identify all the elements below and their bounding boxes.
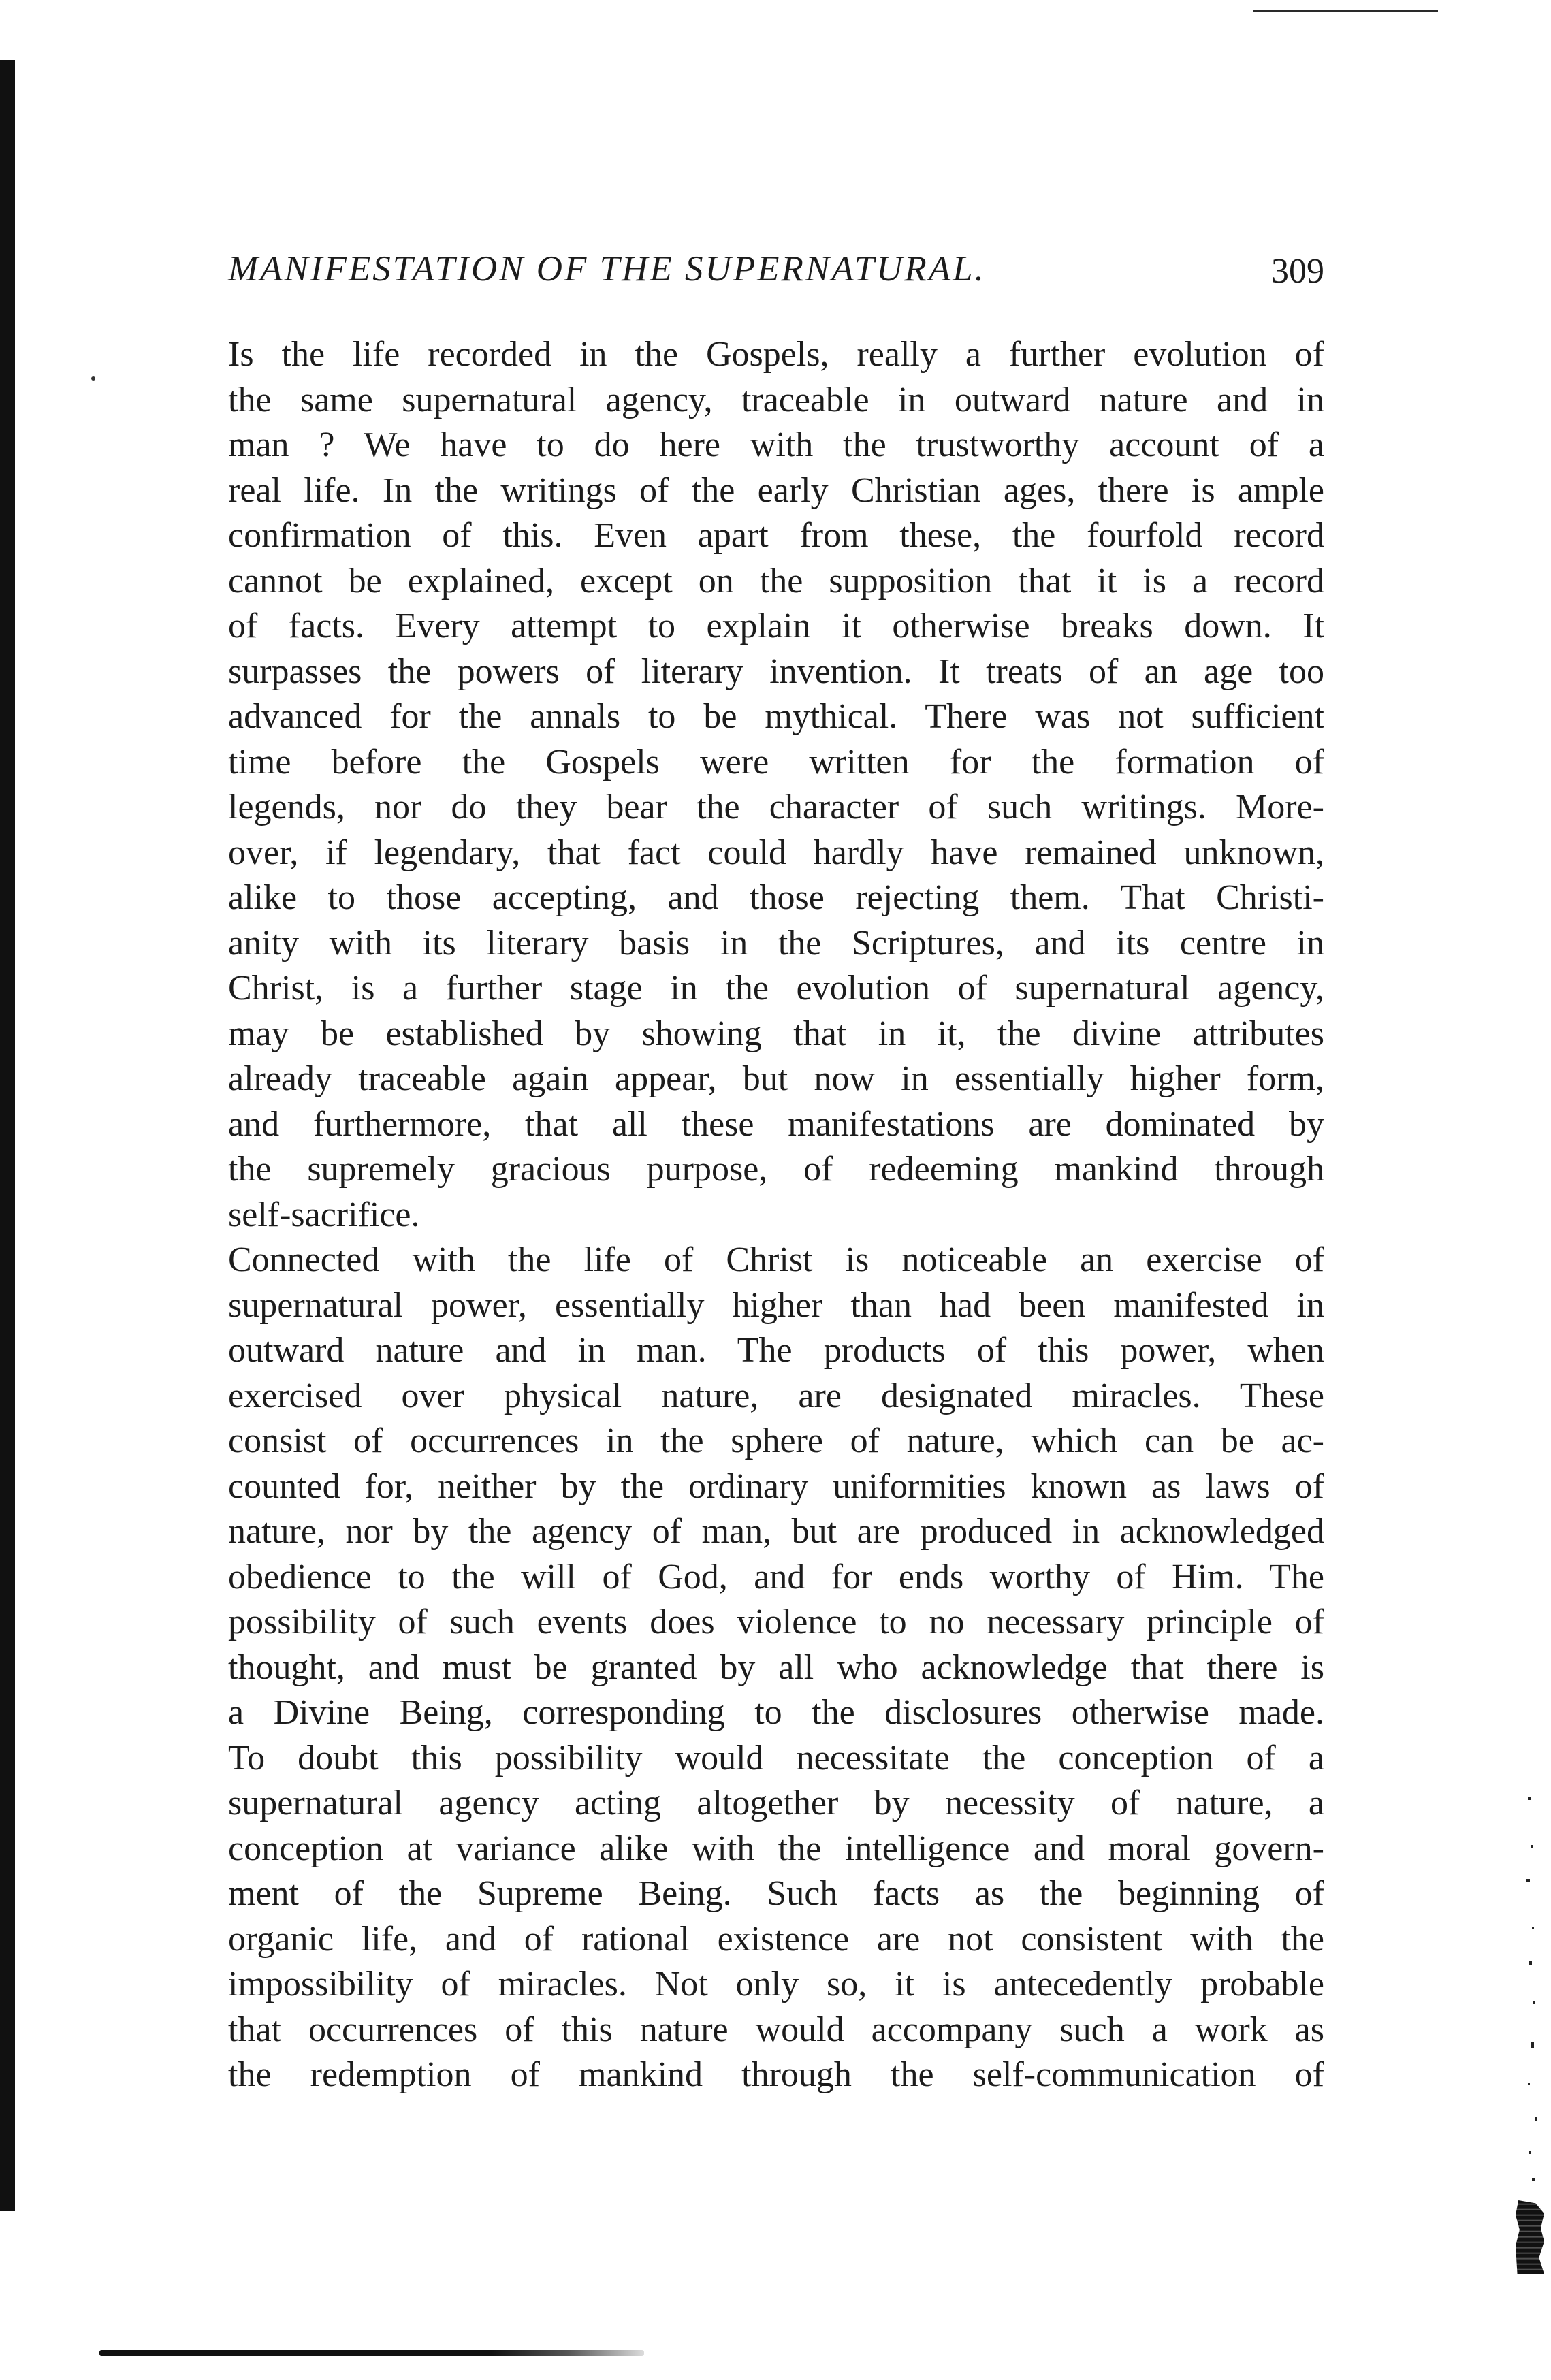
text-line: Is the life recorded in the Gospels, really a further evolution of bbox=[228, 335, 1324, 374]
text-line: consist of occurrences in the sphere of nature, which can be ac- bbox=[228, 1421, 1324, 1460]
running-head bbox=[228, 245, 1324, 293]
text-line: organic life, and of rational existence are not consistent with the bbox=[228, 1919, 1324, 1959]
text-line: already traceable again appear, but now in essentially higher form, bbox=[228, 1059, 1324, 1098]
text-line: the supremely gracious purpose, of redeeming mankind through bbox=[228, 1150, 1324, 1189]
text-line: alike to those accepting, and those rejecting them. That Christi- bbox=[228, 878, 1324, 917]
scan-right-specks bbox=[1518, 1797, 1546, 2267]
text-line: that occurrences of this nature would accompany such a work as bbox=[228, 2010, 1324, 2049]
text-line: nature, nor by the agency of man, but are produced in acknowledged bbox=[228, 1512, 1324, 1551]
text-line: thought, and must be granted by all who acknowledge that there is bbox=[228, 1647, 1324, 1687]
text-line: of facts. Every attempt to explain it otherwise breaks down. It bbox=[228, 607, 1324, 645]
paragraph-1 bbox=[228, 332, 1324, 1238]
text-line: obedience to the will of God, and for ends worthy of Him. The bbox=[228, 1557, 1324, 1596]
text-line: the redemption of mankind through the self-communication of bbox=[228, 2055, 1324, 2094]
paragraph-2 bbox=[228, 1238, 1324, 2098]
text-line: over, if legendary, that fact could hardly have remained unknown, bbox=[228, 833, 1324, 872]
text-line: time before the Gospels were written for the formation of bbox=[228, 742, 1324, 782]
text-line: conception at variance alike with the intelligence and moral govern- bbox=[228, 1829, 1324, 1868]
scan-right-blot bbox=[1516, 2200, 1544, 2274]
text-line: supernatural agency acting altogether by necessity of nature, a bbox=[228, 1784, 1324, 1822]
text-line: the same supernatural agency, traceable in outward nature and in bbox=[228, 380, 1324, 419]
text-line: cannot be explained, except on the supposition that it is a record bbox=[228, 561, 1324, 600]
text-line: surpasses the powers of literary invention. It treats of an age too bbox=[228, 652, 1324, 691]
running-title: MANIFESTATION OF THE SUPERNATURAL. bbox=[228, 249, 986, 289]
text-line: outward nature and in man. The products of this power, when bbox=[228, 1331, 1324, 1370]
text-line: advanced for the annals to be mythical. There was not sufficient bbox=[228, 697, 1324, 736]
text-line: a Divine Being, corresponding to the disclosures otherwise made. bbox=[228, 1693, 1324, 1732]
text-line: may be established by showing that in it, the divine attributes bbox=[228, 1014, 1324, 1053]
text-line: anity with its literary basis in the Scriptures, and its centre in bbox=[228, 923, 1324, 963]
body-text bbox=[228, 332, 1324, 2098]
text-line: counted for, neither by the ordinary uniformities known as laws of bbox=[228, 1466, 1324, 1506]
text-line: Christ, is a further stage in the evolution of supernatural agency, bbox=[228, 969, 1324, 1008]
text-line: Connected with the life of Christ is noticeable an exercise of bbox=[228, 1240, 1324, 1279]
text-line: confirmation of this. Even apart from these, the fourfold record bbox=[228, 516, 1324, 555]
text-line: exercised over physical nature, are designated miracles. These bbox=[228, 1376, 1324, 1415]
text-line: ment of the Supreme Being. Such facts as the beginning of bbox=[228, 1874, 1324, 1913]
text-line: self-sacrifice. bbox=[228, 1195, 420, 1234]
page-number: 309 bbox=[1271, 252, 1324, 291]
scan-speck bbox=[91, 376, 95, 381]
text-line: legends, nor do they bear the character of such writings. More- bbox=[228, 788, 1324, 826]
scan-top-rule bbox=[1253, 10, 1438, 12]
text-line: supernatural power, essentially higher than had been manifested in bbox=[228, 1285, 1324, 1325]
text-line: and furthermore, that all these manifestations are dominated by bbox=[228, 1104, 1324, 1144]
text-line: impossibility of miracles. Not only so, it is antecedently probable bbox=[228, 1965, 1324, 2004]
scan-bottom-smear bbox=[99, 2350, 644, 2356]
text-line: real life. In the writings of the early Christian ages, there is ample bbox=[228, 470, 1324, 510]
text-line: To doubt this possibility would necessitate the conception of a bbox=[228, 1738, 1324, 1778]
text-line: possibility of such events does violence to no necessary principle of bbox=[228, 1603, 1324, 1641]
text-line: man ? We have to do here with the trustworthy account of a bbox=[228, 425, 1324, 464]
scan-left-edge-shadow bbox=[0, 60, 15, 2211]
